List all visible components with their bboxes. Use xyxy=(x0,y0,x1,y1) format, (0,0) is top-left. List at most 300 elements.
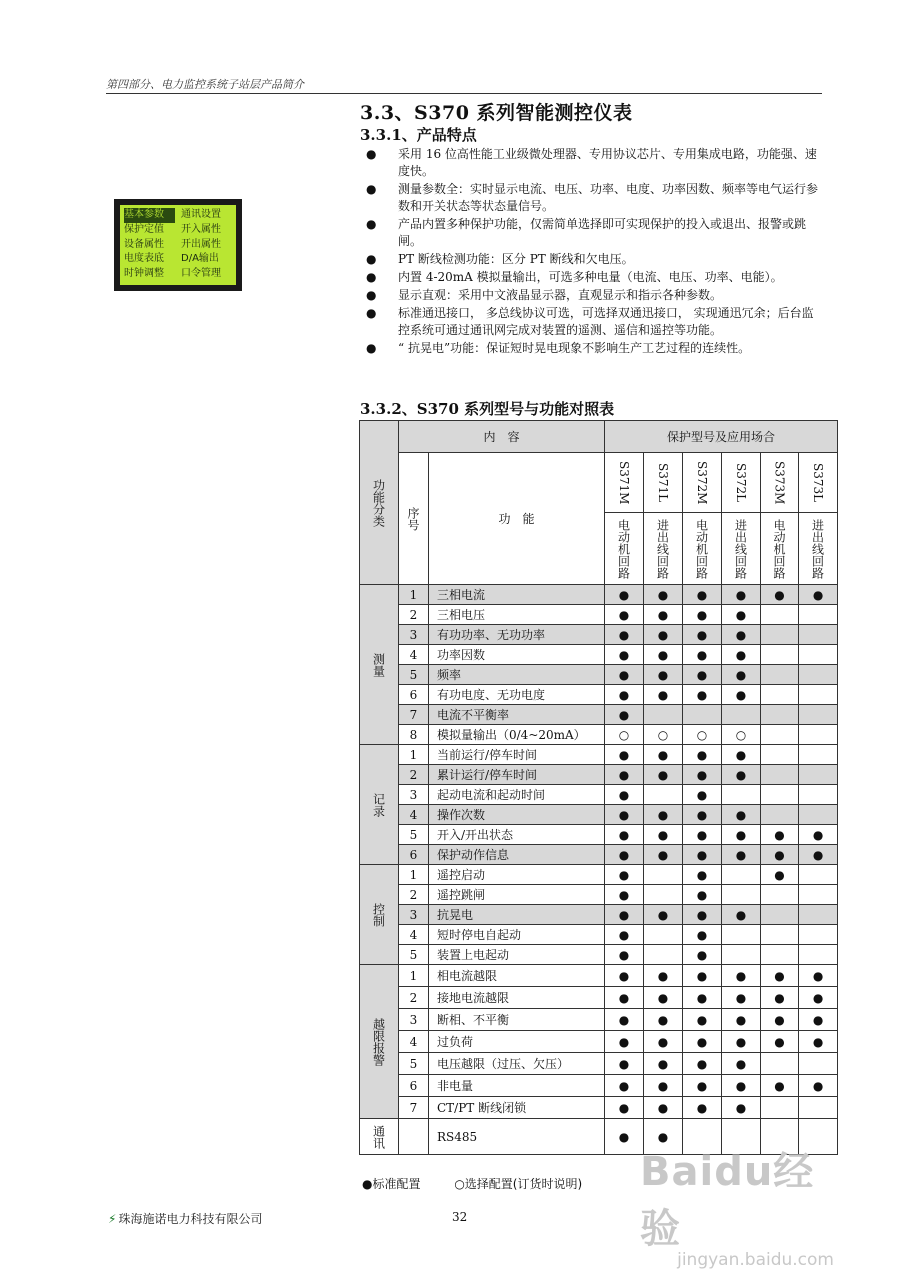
mark-cell: ● xyxy=(605,965,644,987)
bullet-icon: ● xyxy=(366,306,377,320)
scene-name: 进出线回路 xyxy=(810,518,825,579)
mark-cell: ● xyxy=(644,645,683,665)
mark-cell xyxy=(799,805,838,825)
feature-item xyxy=(362,340,822,357)
category-name: 控制 xyxy=(371,902,386,927)
mark-cell: ● xyxy=(605,805,644,825)
seq-cell: 5 xyxy=(399,825,429,845)
table-row xyxy=(360,1097,838,1119)
mark-cell: ● xyxy=(683,905,722,925)
mark-cell xyxy=(761,1053,799,1075)
mark-cell xyxy=(799,765,838,785)
mark-cell: ● xyxy=(683,765,722,785)
mark-cell: ● xyxy=(644,605,683,625)
mark-cell: ● xyxy=(683,1053,722,1075)
mark-cell: ● xyxy=(605,1097,644,1119)
mark-cell: ● xyxy=(605,885,644,905)
table-row xyxy=(360,905,838,925)
model-name: S371L xyxy=(656,462,671,503)
mark-cell: ● xyxy=(722,805,761,825)
mark-cell: ● xyxy=(644,1119,683,1155)
mark-cell: ● xyxy=(799,585,838,605)
mark-cell: ● xyxy=(605,625,644,645)
mark-cell xyxy=(799,725,838,745)
mark-cell: ● xyxy=(683,1031,722,1053)
head-seq xyxy=(399,453,429,585)
model-header xyxy=(761,453,799,513)
seq-cell: 3 xyxy=(399,1009,429,1031)
mark-cell: ● xyxy=(683,685,722,705)
feature-item xyxy=(362,305,822,339)
mark-cell: ● xyxy=(605,925,644,945)
mark-cell: ● xyxy=(683,625,722,645)
table-title: 3.3.2、S370 系列型号与功能对照表 xyxy=(360,400,615,418)
feature-item xyxy=(362,251,822,268)
mark-cell xyxy=(644,885,683,905)
mark-cell xyxy=(722,865,761,885)
mark-cell xyxy=(799,645,838,665)
model-function-table xyxy=(359,420,838,1155)
mark-cell xyxy=(683,705,722,725)
mark-cell: ● xyxy=(644,1075,683,1097)
seq-cell: 8 xyxy=(399,725,429,745)
table-row xyxy=(360,845,838,865)
mark-cell: ● xyxy=(605,987,644,1009)
mark-cell: ● xyxy=(605,845,644,865)
mark-cell: ● xyxy=(644,585,683,605)
model-name: S372L xyxy=(734,462,749,503)
mark-cell xyxy=(799,865,838,885)
table-row xyxy=(360,885,838,905)
section-title: 3.3、S370 系列智能测控仪表 xyxy=(360,102,633,124)
mark-cell: ● xyxy=(799,1009,838,1031)
function-cell: 开入/开出状态 xyxy=(429,825,605,845)
lcd-menu-item: 通讯设置 xyxy=(181,209,221,220)
seq-cell: 5 xyxy=(399,1053,429,1075)
lcd-menu-item: 开入属性 xyxy=(181,223,221,235)
mark-cell xyxy=(644,785,683,805)
feature-list xyxy=(362,146,822,358)
mark-cell: ● xyxy=(683,965,722,987)
bullet-icon: ● xyxy=(366,288,377,302)
function-cell: 抗晃电 xyxy=(429,905,605,925)
mark-cell: ● xyxy=(644,1097,683,1119)
lcd-menu-item: D/A输出 xyxy=(181,253,219,265)
function-cell: 过负荷 xyxy=(429,1031,605,1053)
seq-cell: 5 xyxy=(399,945,429,965)
mark-cell xyxy=(722,785,761,805)
table-row xyxy=(360,1075,838,1097)
legend-optional: ○选择配置(订货时说明) xyxy=(454,1177,583,1191)
mark-cell: ● xyxy=(799,1031,838,1053)
mark-cell: ● xyxy=(761,825,799,845)
category-cell xyxy=(360,1119,399,1155)
category-cell xyxy=(360,745,399,865)
table-row xyxy=(360,625,838,645)
scene-header xyxy=(799,513,838,585)
feature-text: PT 断线检测功能：区分 PT 断线和欠电压。 xyxy=(398,252,634,266)
feature-text: 测量参数全：实时显示电流、电压、功率、电度、功率因数、频率等电气运行参数和开关状态等状态量信号。 xyxy=(398,182,819,213)
table-row xyxy=(360,987,838,1009)
mark-cell xyxy=(722,945,761,965)
mark-cell: ● xyxy=(605,865,644,885)
mark-cell: ○ xyxy=(605,725,644,745)
mark-cell: ● xyxy=(644,1053,683,1075)
feature-item xyxy=(362,269,822,286)
feature-text: 内置 4-20mA 模拟量输出，可选多种电量（电流、电压、功率、电能）。 xyxy=(398,270,783,284)
mark-cell: ● xyxy=(605,1075,644,1097)
mark-cell: ● xyxy=(722,965,761,987)
category-name: 通讯 xyxy=(371,1124,386,1149)
bullet-icon: ● xyxy=(366,182,377,196)
model-header xyxy=(644,453,683,513)
mark-cell xyxy=(761,885,799,905)
mark-cell: ● xyxy=(799,825,838,845)
mark-cell: ● xyxy=(722,585,761,605)
mark-cell: ● xyxy=(722,1053,761,1075)
function-cell: 操作次数 xyxy=(429,805,605,825)
feature-item xyxy=(362,181,822,215)
lcd-menu-item: 开出属性 xyxy=(181,238,221,250)
model-name: S371M xyxy=(617,460,632,505)
mark-cell: ● xyxy=(722,845,761,865)
mark-cell: ● xyxy=(605,765,644,785)
head-protection: 保护型号及应用场合 xyxy=(605,421,838,453)
mark-cell: ● xyxy=(761,965,799,987)
mark-cell: ○ xyxy=(683,725,722,745)
mark-cell: ○ xyxy=(644,725,683,745)
legend-standard: ●标准配置 xyxy=(362,1177,421,1191)
mark-cell: ● xyxy=(605,605,644,625)
feature-text: “ 抗晃电”功能：保证短时晃电现象不影响生产工艺过程的连续性。 xyxy=(398,341,751,355)
mark-cell: ● xyxy=(722,1031,761,1053)
function-cell: RS485 xyxy=(429,1119,605,1155)
seq-cell: 2 xyxy=(399,987,429,1009)
lcd-menu-item: 口令管理 xyxy=(181,268,221,280)
mark-cell: ● xyxy=(644,1031,683,1053)
mark-cell: ● xyxy=(683,1009,722,1031)
table-row xyxy=(360,645,838,665)
model-name: S373M xyxy=(772,460,787,505)
table-row xyxy=(360,745,838,765)
seq-cell: 3 xyxy=(399,625,429,645)
scene-header xyxy=(605,513,644,585)
mark-cell: ● xyxy=(799,1075,838,1097)
model-header xyxy=(605,453,644,513)
mark-cell xyxy=(644,705,683,725)
mark-cell: ● xyxy=(683,665,722,685)
model-name: S372M xyxy=(695,460,710,505)
mark-cell xyxy=(799,1097,838,1119)
bullet-icon: ● xyxy=(366,147,377,161)
mark-cell: ● xyxy=(799,987,838,1009)
mark-cell: ● xyxy=(683,585,722,605)
head-seq-text: 序号 xyxy=(406,506,420,531)
category-name: 越限报警 xyxy=(371,1017,386,1066)
mark-cell xyxy=(799,625,838,645)
table-row xyxy=(360,705,838,725)
lcd-menu-item: 保护定值 xyxy=(124,223,164,235)
function-cell: 有功功率、无功功率 xyxy=(429,625,605,645)
function-cell: 遥控跳闸 xyxy=(429,885,605,905)
mark-cell: ● xyxy=(683,805,722,825)
header-rule xyxy=(106,93,822,94)
function-cell: 模拟量输出（0/4~20mA） xyxy=(429,725,605,745)
mark-cell xyxy=(799,605,838,625)
mark-cell xyxy=(761,625,799,645)
mark-cell: ● xyxy=(761,1009,799,1031)
mark-cell xyxy=(761,705,799,725)
function-cell: 功率因数 xyxy=(429,645,605,665)
feature-text: 产品内置多种保护功能，仅需简单选择即可实现保护的投入或退出、报警或跳闸。 xyxy=(398,217,807,248)
mark-cell: ● xyxy=(722,645,761,665)
mark-cell: ● xyxy=(722,685,761,705)
mark-cell: ● xyxy=(722,1097,761,1119)
category-cell xyxy=(360,585,399,745)
table-row xyxy=(360,1009,838,1031)
function-cell: 保护动作信息 xyxy=(429,845,605,865)
seq-cell: 3 xyxy=(399,905,429,925)
table-row xyxy=(360,825,838,845)
table-row xyxy=(360,665,838,685)
mark-cell: ● xyxy=(761,845,799,865)
mark-cell: ● xyxy=(761,987,799,1009)
mark-cell xyxy=(644,925,683,945)
mark-cell: ● xyxy=(644,625,683,645)
function-cell: 累计运行/停车时间 xyxy=(429,765,605,785)
mark-cell: ● xyxy=(605,945,644,965)
mark-cell xyxy=(722,885,761,905)
mark-cell: ● xyxy=(761,1075,799,1097)
mark-cell: ● xyxy=(683,925,722,945)
mark-cell: ● xyxy=(644,905,683,925)
head-category-text: 功能分类 xyxy=(371,478,386,527)
function-cell: 短时停电自起动 xyxy=(429,925,605,945)
mark-cell: ● xyxy=(761,1031,799,1053)
mark-cell: ● xyxy=(683,645,722,665)
seq-cell: 4 xyxy=(399,1031,429,1053)
table-row xyxy=(360,805,838,825)
footer-company xyxy=(108,1210,262,1227)
mark-cell xyxy=(799,785,838,805)
mark-cell xyxy=(799,925,838,945)
table-row xyxy=(360,965,838,987)
mark-cell: ● xyxy=(605,585,644,605)
scene-header xyxy=(761,513,799,585)
mark-cell: ● xyxy=(605,665,644,685)
table-row xyxy=(360,945,838,965)
mark-cell: ● xyxy=(605,1009,644,1031)
mark-cell xyxy=(761,1097,799,1119)
mark-cell xyxy=(799,1053,838,1075)
mark-cell xyxy=(761,785,799,805)
scene-header xyxy=(644,513,683,585)
watermark xyxy=(640,1140,850,1270)
function-cell: 遥控启动 xyxy=(429,865,605,885)
function-cell: 三相电压 xyxy=(429,605,605,625)
scene-header xyxy=(683,513,722,585)
model-header xyxy=(683,453,722,513)
mark-cell xyxy=(799,685,838,705)
table-row xyxy=(360,605,838,625)
mark-cell: ● xyxy=(683,745,722,765)
model-name: S373L xyxy=(811,462,826,503)
seq-cell: 6 xyxy=(399,1075,429,1097)
function-cell: 断相、不平衡 xyxy=(429,1009,605,1031)
seq-cell: 4 xyxy=(399,805,429,825)
lcd-menu-item: 时钟调整 xyxy=(124,268,164,280)
mark-cell xyxy=(761,925,799,945)
mark-cell xyxy=(644,865,683,885)
mark-cell: ● xyxy=(683,825,722,845)
feature-item xyxy=(362,287,822,304)
seq-cell: 1 xyxy=(399,865,429,885)
table-row xyxy=(360,585,838,605)
seq-cell: 7 xyxy=(399,705,429,725)
mark-cell: ● xyxy=(722,987,761,1009)
scene-name: 电动机回路 xyxy=(694,518,709,579)
mark-cell: ● xyxy=(605,825,644,845)
mark-cell: ● xyxy=(683,1097,722,1119)
mark-cell: ● xyxy=(722,665,761,685)
mark-cell: ● xyxy=(683,1075,722,1097)
page-header: 第四部分、电力监控系统子站层产品简介 xyxy=(106,78,304,91)
mark-cell: ● xyxy=(644,665,683,685)
mark-cell: ● xyxy=(644,825,683,845)
seq-cell: 4 xyxy=(399,925,429,945)
mark-cell: ● xyxy=(683,865,722,885)
lcd-menu-item: 基本参数 xyxy=(124,208,175,223)
seq-cell: 6 xyxy=(399,685,429,705)
mark-cell xyxy=(761,605,799,625)
mark-cell xyxy=(761,765,799,785)
model-header xyxy=(722,453,761,513)
table-row xyxy=(360,1053,838,1075)
scene-header xyxy=(722,513,761,585)
watermark-url: jingyan.baidu.com xyxy=(677,1250,834,1270)
seq-cell: 2 xyxy=(399,885,429,905)
mark-cell: ● xyxy=(799,965,838,987)
seq-cell: 1 xyxy=(399,585,429,605)
mark-cell: ● xyxy=(644,1009,683,1031)
table-row xyxy=(360,785,838,805)
function-cell: 频率 xyxy=(429,665,605,685)
seq-cell: 1 xyxy=(399,965,429,987)
bullet-icon: ● xyxy=(366,270,377,284)
table-row xyxy=(360,725,838,745)
mark-cell: ● xyxy=(799,845,838,865)
mark-cell: ● xyxy=(605,1053,644,1075)
seq-cell: 5 xyxy=(399,665,429,685)
mark-cell: ● xyxy=(644,965,683,987)
seq-cell xyxy=(399,1119,429,1155)
mark-cell xyxy=(722,925,761,945)
mark-cell: ● xyxy=(605,645,644,665)
table-row xyxy=(360,865,838,885)
head-category xyxy=(360,421,399,585)
function-cell: 电流不平衡率 xyxy=(429,705,605,725)
function-cell: 相电流越限 xyxy=(429,965,605,987)
mark-cell xyxy=(799,945,838,965)
head-function: 功 能 xyxy=(429,453,605,585)
function-cell: 有功电度、无功电度 xyxy=(429,685,605,705)
company-logo-icon: ⚡ xyxy=(108,1212,117,1226)
mark-cell xyxy=(799,885,838,905)
seq-cell: 6 xyxy=(399,845,429,865)
mark-cell: ● xyxy=(683,885,722,905)
function-cell: 接地电流越限 xyxy=(429,987,605,1009)
feature-text: 显示直观：采用中文液晶显示器，直观显示和指示各种参数。 xyxy=(398,288,723,302)
table-row xyxy=(360,765,838,785)
mark-cell: ● xyxy=(683,605,722,625)
category-cell xyxy=(360,865,399,965)
mark-cell: ● xyxy=(722,765,761,785)
mark-cell xyxy=(761,725,799,745)
mark-cell xyxy=(799,905,838,925)
mark-cell: ● xyxy=(683,987,722,1009)
function-cell: 起动电流和起动时间 xyxy=(429,785,605,805)
table-legend xyxy=(362,1175,612,1192)
model-header xyxy=(799,453,838,513)
function-cell: 当前运行/停车时间 xyxy=(429,745,605,765)
category-name: 记录 xyxy=(371,792,386,817)
mark-cell: ● xyxy=(644,845,683,865)
mark-cell: ● xyxy=(761,865,799,885)
mark-cell: ● xyxy=(644,765,683,785)
function-cell: 装置上电起动 xyxy=(429,945,605,965)
table-head-row xyxy=(360,453,838,513)
seq-cell: 7 xyxy=(399,1097,429,1119)
mark-cell: ● xyxy=(761,585,799,605)
mark-cell: ● xyxy=(605,685,644,705)
mark-cell: ● xyxy=(722,905,761,925)
function-cell: 电压越限（过压、欠压） xyxy=(429,1053,605,1075)
bullet-icon: ● xyxy=(366,252,377,266)
feature-text: 标准通迅接口， 多总线协议可选，可选择双通迅接口， 实现通迅冗余；后台监控系统可通过通讯网完成对装置的遥测、遥信和遥控等功能。 xyxy=(398,306,814,337)
mark-cell: ● xyxy=(644,987,683,1009)
lcd-menu-item: 设备属性 xyxy=(124,238,164,250)
mark-cell: ● xyxy=(644,805,683,825)
mark-cell: ● xyxy=(605,1119,644,1155)
scene-name: 进出线回路 xyxy=(733,518,748,579)
mark-cell: ● xyxy=(722,605,761,625)
page-number: 32 xyxy=(452,1210,468,1224)
feature-item xyxy=(362,146,822,180)
function-cell: CT/PT 断线闭锁 xyxy=(429,1097,605,1119)
company-name: 珠海施诺电力科技有限公司 xyxy=(118,1212,263,1226)
mark-cell xyxy=(761,945,799,965)
mark-cell xyxy=(761,805,799,825)
mark-cell: ● xyxy=(683,845,722,865)
seq-cell: 2 xyxy=(399,765,429,785)
features-title: 3.3.1、产品特点 xyxy=(360,126,477,144)
mark-cell xyxy=(799,705,838,725)
head-content: 内 容 xyxy=(399,421,605,453)
function-cell: 三相电流 xyxy=(429,585,605,605)
mark-cell: ● xyxy=(722,825,761,845)
mark-cell: ○ xyxy=(722,725,761,745)
seq-cell: 4 xyxy=(399,645,429,665)
feature-item xyxy=(362,216,822,250)
mark-cell xyxy=(799,665,838,685)
table-row xyxy=(360,925,838,945)
scene-name: 进出线回路 xyxy=(655,518,670,579)
mark-cell xyxy=(761,645,799,665)
seq-cell: 3 xyxy=(399,785,429,805)
mark-cell: ● xyxy=(722,1075,761,1097)
mark-cell xyxy=(761,665,799,685)
watermark-brand: Baidu经验 xyxy=(640,1149,815,1252)
